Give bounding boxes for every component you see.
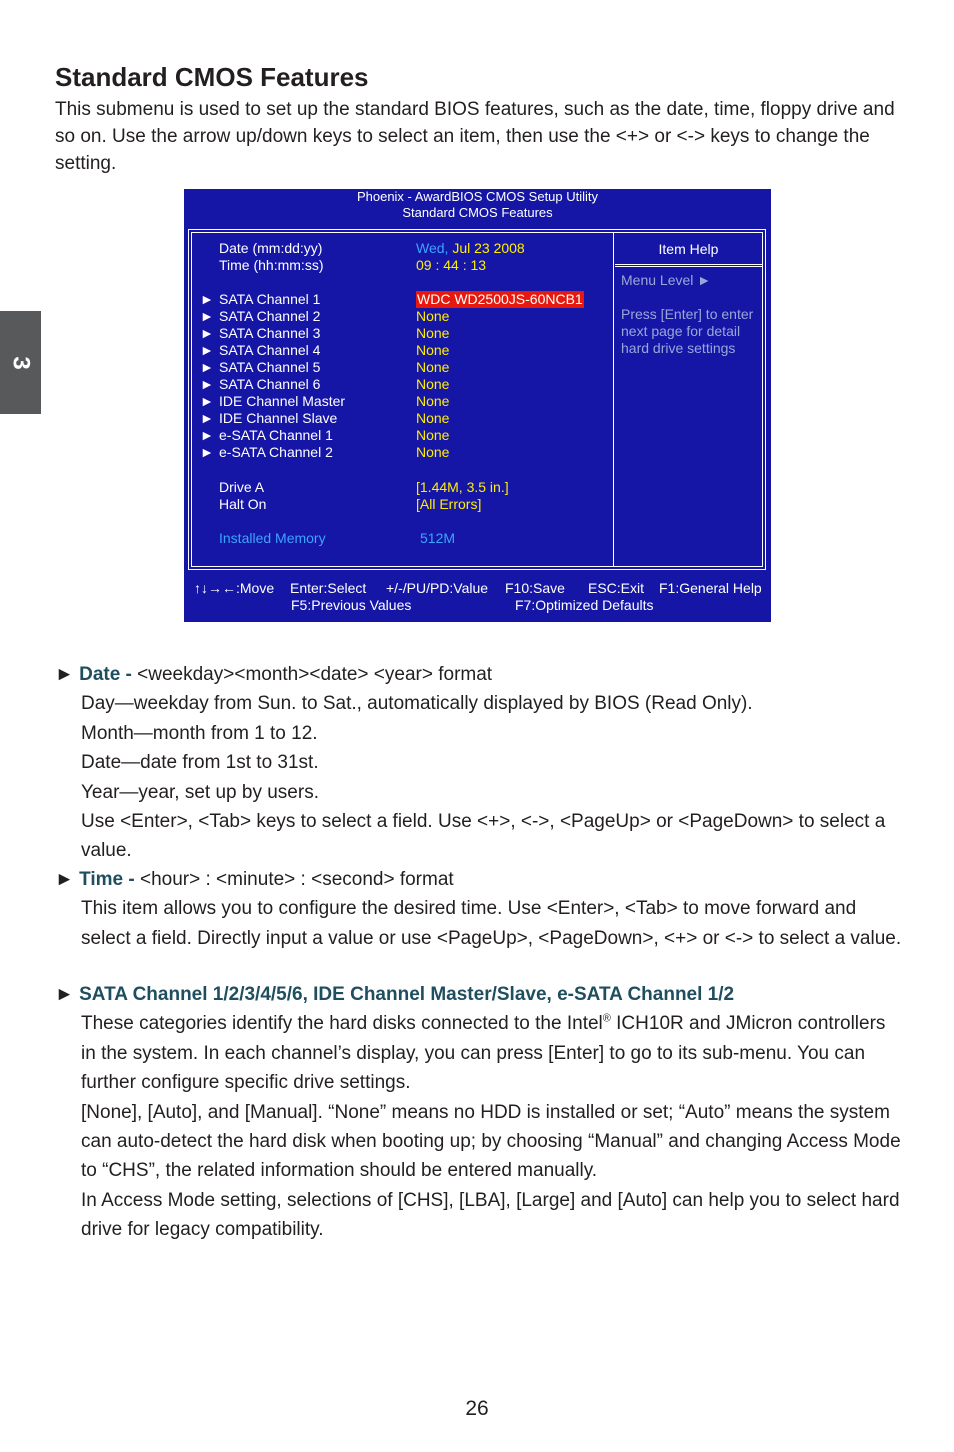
submenu-arrow-icon: ► — [200, 444, 214, 460]
bios-screenshot — [184, 189, 771, 622]
bios-value: 512M — [420, 530, 456, 546]
bios-row-date[interactable] — [192, 240, 613, 257]
bios-frame — [188, 229, 766, 570]
submenu-arrow-icon: ► — [200, 410, 214, 426]
section-text-part: ICH10R and JMicron controllers in the system. In each channel’s display, you can press [Enter] to go to its sub-menu. You can further configure specific drive settings. — [81, 1013, 886, 1094]
footer-exit: ESC:Exit — [588, 580, 645, 596]
bios-value: None — [416, 393, 450, 409]
section-text: This item allows you to configure the desired time. Use <Enter>, <Tab> to move forward and select a field. Directly input a value or use <PageUp>, <PageDown>, <+> or <-> to select a value. — [81, 898, 902, 949]
submenu-arrow-icon: ► — [200, 393, 214, 409]
help-menu-level: Menu Level ► — [621, 272, 712, 288]
bios-label: e-SATA Channel 2 — [219, 444, 333, 460]
section-sata — [55, 980, 905, 1245]
bios-settings-panel — [192, 233, 614, 566]
help-line: hard drive settings — [621, 340, 736, 356]
chapter-tab — [0, 311, 41, 414]
bios-title-menu: Standard CMOS Features — [402, 205, 553, 220]
bios-row-ide-slave[interactable] — [192, 410, 613, 427]
bios-value: None — [416, 427, 450, 443]
section-time — [55, 865, 905, 953]
bios-label: SATA Channel 4 — [219, 342, 321, 358]
bios-label: Installed Memory — [219, 530, 326, 546]
section-text: Year—year, set up by users. — [81, 781, 319, 803]
bios-label: IDE Channel Master — [219, 393, 346, 409]
section-format: <weekday><month><date> <year> format — [131, 664, 493, 685]
bios-label: Drive A — [219, 479, 265, 495]
bios-value: None — [416, 308, 450, 324]
bios-row-esata1[interactable] — [192, 427, 613, 444]
bios-label: Time (hh:mm:ss) — [219, 257, 324, 273]
bios-value-highlighted: WDC WD2500JS-60NCB1 — [417, 291, 583, 307]
bios-value: None — [416, 325, 450, 341]
section-heading — [55, 980, 905, 1009]
bios-value: None — [416, 410, 450, 426]
section-format: <hour> : <minute> : <second> format — [134, 869, 454, 890]
bullet-arrow-icon: ► — [55, 869, 74, 890]
section-heading — [55, 660, 905, 689]
bios-value: None — [416, 342, 450, 358]
help-body — [615, 266, 762, 566]
help-header: Item Help — [615, 233, 762, 265]
bios-label: Halt On — [219, 496, 267, 512]
section-text-part: These categories identify the hard disks connected to the Intel — [81, 1013, 603, 1035]
section-text: [None], [Auto], and [Manual]. “None” means no HDD is installed or set; “Auto” means the system can auto-detect the hard disk when booting up; by choosing “Manual” and changing Access Mode to “CHS”, the related information should be entered manually. — [81, 1101, 901, 1182]
bios-weekday: Wed, — [416, 240, 449, 256]
bios-row-drive-a[interactable] — [192, 479, 613, 496]
bios-label: SATA Channel 2 — [219, 308, 321, 324]
bios-row-memory — [192, 530, 613, 547]
bios-date-value: Jul 23 2008 — [452, 240, 525, 256]
bios-inner-frame — [191, 232, 763, 567]
help-line: next page for detail — [621, 323, 741, 339]
bios-value: [1.44M, 3.5 in.] — [416, 479, 509, 495]
bios-row-halt-on[interactable] — [192, 496, 613, 513]
chapter-number: 3 — [7, 355, 35, 370]
section-text: Use <Enter>, <Tab> keys to select a field. Use <+>, <->, <PageUp> or <PageDown> to select a value. — [81, 811, 886, 862]
section-term: Time - — [79, 869, 135, 890]
help-line: Press [Enter] to enter — [621, 306, 754, 322]
submenu-arrow-icon: ► — [200, 291, 214, 307]
bios-value: [All Errors] — [416, 496, 482, 512]
bios-row-sata6[interactable] — [192, 376, 613, 393]
bios-row-sata5[interactable] — [192, 359, 613, 376]
bios-value: 09 : 44 : 13 — [416, 257, 487, 273]
bios-label: SATA Channel 6 — [219, 376, 321, 392]
bios-label: SATA Channel 3 — [219, 325, 321, 341]
section-text: Day—weekday from Sun. to Sat., automatically displayed by BIOS (Read Only). — [81, 693, 753, 715]
bios-label: e-SATA Channel 1 — [219, 427, 333, 443]
page-title: Standard CMOS Features — [55, 62, 369, 92]
bios-value: None — [416, 376, 450, 392]
footer-save: F10:Save — [505, 580, 565, 596]
section-term: SATA Channel 1/2/3/4/5/6, IDE Channel Master/Slave, e-SATA Channel 1/2 — [79, 984, 735, 1005]
submenu-arrow-icon: ► — [200, 427, 214, 443]
submenu-arrow-icon: ► — [200, 342, 214, 358]
bullet-arrow-icon: ► — [55, 984, 74, 1005]
footer-move: ↑↓→←:Move — [194, 580, 275, 596]
bios-label: SATA Channel 1 — [219, 291, 321, 307]
bios-row-sata1[interactable] — [192, 291, 613, 308]
registered-mark: ® — [602, 1013, 611, 1026]
bios-label: SATA Channel 5 — [219, 359, 321, 375]
bios-title — [184, 189, 771, 221]
footer-value: +/-/PU/PD:Value — [386, 580, 489, 596]
submenu-arrow-icon: ► — [200, 308, 214, 324]
bios-help-panel — [615, 233, 762, 566]
bios-row-time[interactable] — [192, 257, 613, 274]
footer-select: Enter:Select — [290, 580, 367, 596]
page-number: 26 — [465, 1397, 489, 1420]
submenu-arrow-icon: ► — [200, 325, 214, 341]
section-term: Date - — [79, 664, 132, 685]
bullet-arrow-icon: ► — [55, 664, 74, 685]
section-text: Month—month from 1 to 12. — [81, 722, 318, 744]
bios-value: None — [416, 444, 450, 460]
footer-optimized-defaults: F7:Optimized Defaults — [515, 597, 654, 613]
footer-previous-values: F5:Previous Values — [291, 597, 412, 613]
submenu-arrow-icon: ► — [200, 359, 214, 375]
section-text — [55, 1009, 905, 1097]
intro-paragraph: This submenu is used to set up the standard BIOS features, such as the date, time, floppy drive and so on. Use the arrow up/down keys to select an item, then use the <+> or <-> keys to change the setting. — [55, 99, 895, 174]
bios-row-sata2[interactable] — [192, 308, 613, 325]
bios-value — [416, 240, 525, 257]
section-text: Date—date from 1st to 31st. — [81, 752, 319, 774]
section-text: In Access Mode setting, selections of [CHS], [LBA], [Large] and [Auto] can help you to select hard drive for legacy compatibility. — [81, 1189, 900, 1241]
bios-row-sata3[interactable] — [192, 325, 613, 342]
submenu-arrow-icon: ► — [200, 376, 214, 392]
section-heading — [55, 865, 905, 894]
bios-row-esata2[interactable] — [192, 444, 613, 461]
bios-row-sata4[interactable] — [192, 342, 613, 359]
bios-row-ide-master[interactable] — [192, 393, 613, 410]
footer-help: F1:General Help — [659, 580, 762, 596]
bios-title-utility: Phoenix - AwardBIOS CMOS Setup Utility — [356, 189, 599, 204]
bios-value: None — [416, 359, 450, 375]
section-date — [55, 660, 905, 866]
bios-label: IDE Channel Slave — [219, 410, 338, 426]
bios-label: Date (mm:dd:yy) — [219, 240, 323, 256]
